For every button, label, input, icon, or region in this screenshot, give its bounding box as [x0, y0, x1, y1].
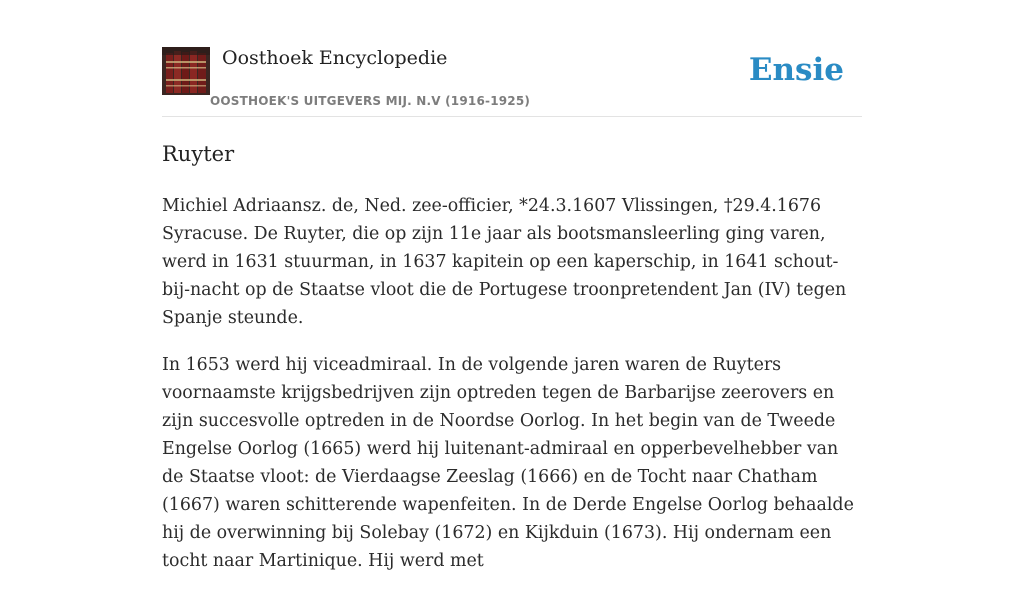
- publisher-subtitle: OOSTHOEK'S UITGEVERS MIJ. N.V (1916-1925): [210, 94, 531, 108]
- article-body: [162, 192, 864, 594]
- site-header: [162, 46, 862, 117]
- article-paragraph: Michiel Adriaansz. de, Ned. zee-officier, *24.3.1607 Vlissingen, †29.4.1676 Syracuse. De Ruyter, die op zijn 11e jaar als bootsmansleerling ging varen, werd in 1631 stuurman, in 1637 kapitein op een kaperschip, in 1641 schout-bij-nacht op de Staatse vloot die de Portugese troonpretendent Jan (IV) tegen Spanje steunde.: [162, 196, 847, 328]
- article-paragraph: In 1653 werd hij viceadmiraal. In de volgende jaren waren de Ruyters voornaamste krijgsbedrijven zijn optreden tegen de Barbarijse zeerovers en zijn succesvolle optreden in de Noordse Oorlog. In het begin van de Tweede Engelse Oorlog (1665) werd hij luitenant-admiraal en opperbevelhebber van de Staatse vloot: de Vierdaagse Zeeslag (1666) en de Tocht naar Chatham (1667) waren schitterende wapenfeiten. In de Derde Engelse Oorlog behaalde hij de overwinning bij Solebay (1672) en Kijkduin (1673). Hij ondernam een tocht naar Martinique. Hij werd met: [162, 355, 854, 571]
- site-title[interactable]: Oosthoek Encyclopedie: [222, 47, 448, 69]
- brand-logo-link[interactable]: Ensie: [748, 52, 844, 88]
- encyclopedia-books-icon[interactable]: [162, 47, 210, 95]
- page-title: Ruyter: [162, 142, 235, 166]
